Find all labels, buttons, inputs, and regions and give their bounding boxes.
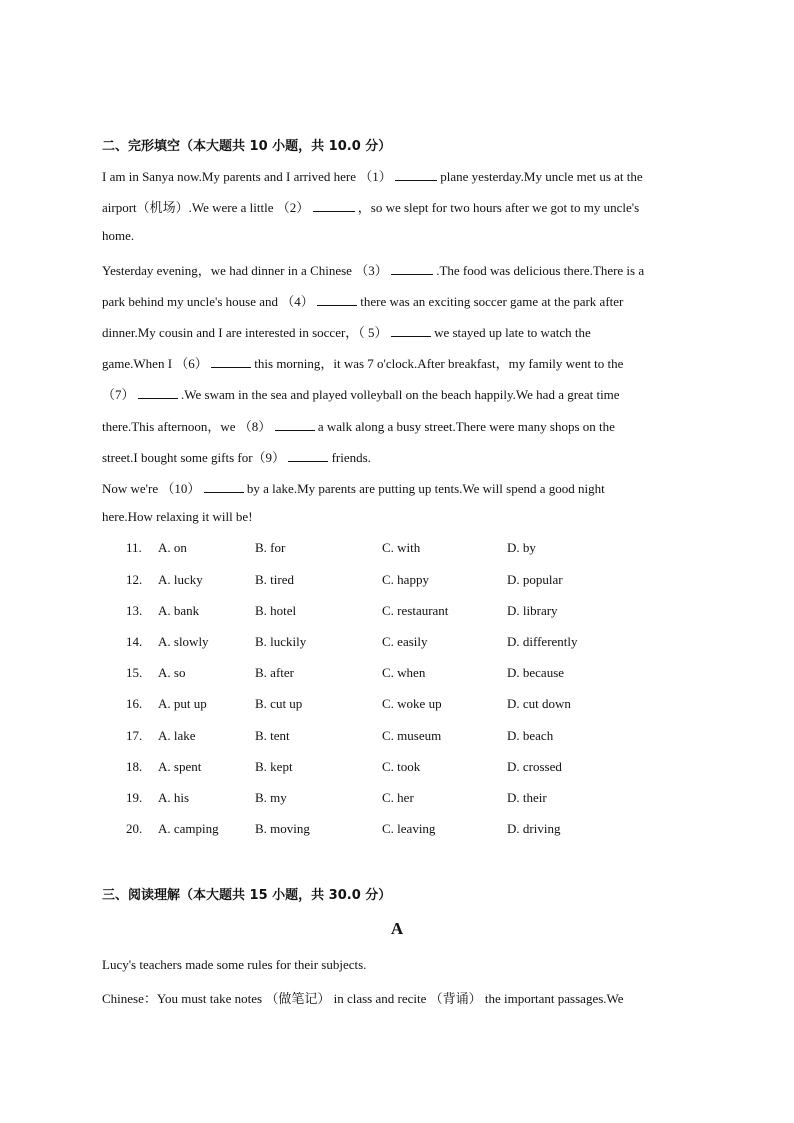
line-text: game.When I （6） [102, 356, 212, 371]
option-c[interactable]: C. when [382, 665, 426, 680]
option-b[interactable]: B. hotel [255, 603, 297, 618]
question-row [126, 634, 686, 652]
option-b[interactable]: B. for [255, 540, 286, 555]
answer-blank-5[interactable] [391, 325, 431, 337]
option-a[interactable]: A. so [158, 665, 186, 680]
passage-line [102, 291, 694, 310]
question-row [126, 572, 686, 590]
line-text: dinner.My cousin and I are interested in soccer，（ 5） [102, 325, 391, 340]
question-number: 17. [126, 728, 143, 743]
answer-blank-6[interactable] [211, 356, 251, 368]
option-a[interactable]: A. his [158, 790, 190, 805]
question-number: 15. [126, 665, 143, 680]
line-text: home. [102, 228, 135, 243]
answer-blank-4[interactable] [317, 294, 357, 306]
passage-line [102, 197, 694, 216]
option-d[interactable]: D. differently [507, 634, 578, 649]
passage-line [102, 228, 694, 244]
option-d[interactable]: D. by [507, 540, 536, 555]
passage-line [102, 353, 694, 372]
line-text: （7） [102, 387, 138, 402]
answer-blank-8[interactable] [275, 419, 315, 431]
option-b[interactable]: B. luckily [255, 634, 307, 649]
option-d[interactable]: D. their [507, 790, 547, 805]
option-c[interactable]: C. museum [382, 728, 442, 743]
option-c[interactable]: C. restaurant [382, 603, 449, 618]
option-d[interactable]: D. beach [507, 728, 554, 743]
question-number: 14. [126, 634, 143, 649]
line-text: a walk along a busy street.There were many shops on the [314, 419, 615, 434]
passage-line [102, 416, 694, 435]
option-c[interactable]: C. took [382, 759, 421, 774]
passage-label: A [390, 919, 404, 938]
line-text: friends. [328, 450, 371, 465]
question-row [126, 728, 686, 746]
line-text: there was an exciting soccer game at the park after [357, 294, 624, 309]
option-d[interactable]: D. popular [507, 572, 563, 587]
section-3-title: 三、阅读理解（本大题共 15 小题，共 30.0 分） [102, 888, 392, 903]
passage-line [102, 322, 694, 341]
line-text: airport（机场）.We were a little （2） [102, 200, 313, 215]
question-number: 13. [126, 603, 143, 618]
option-a[interactable]: A. put up [158, 696, 207, 711]
line-text: street.I bought some gifts for（9） [102, 450, 289, 465]
option-b[interactable]: B. kept [255, 759, 293, 774]
passage-line [102, 478, 694, 497]
option-c[interactable]: C. woke up [382, 696, 442, 711]
section-2-title: 二、完形填空（本大题共 10 小题，共 10.0 分） [102, 139, 392, 154]
passage-line: Chinese：You must take notes （做笔记） in class and recite （背诵） the important passages.We [102, 991, 624, 1006]
line-text: .The food was delicious there.There is a [432, 263, 645, 278]
question-number: 18. [126, 759, 143, 774]
question-row [126, 665, 686, 683]
passage-line [102, 260, 694, 279]
answer-blank-3[interactable] [391, 263, 433, 275]
option-a[interactable]: A. lake [158, 728, 196, 743]
option-b[interactable]: B. my [255, 790, 287, 805]
line-text: I am in Sanya now.My parents and I arrived here （1） [102, 169, 396, 184]
line-text: here.How relaxing it will be! [102, 509, 253, 524]
line-text: there.This afternoon，we （8） [102, 419, 275, 434]
answer-blank-9[interactable] [288, 450, 328, 462]
option-a[interactable]: A. on [158, 540, 187, 555]
option-b[interactable]: B. tired [255, 572, 294, 587]
option-d[interactable]: D. crossed [507, 759, 562, 774]
option-c[interactable]: C. leaving [382, 821, 436, 836]
line-text: park behind my uncle's house and （4） [102, 294, 317, 309]
answer-blank-1[interactable] [395, 169, 437, 181]
option-c[interactable]: C. with [382, 540, 421, 555]
question-number: 20. [126, 821, 143, 836]
question-number: 11. [126, 540, 142, 555]
passage-line [102, 384, 694, 403]
question-number: 12. [126, 572, 143, 587]
option-d[interactable]: D. library [507, 603, 558, 618]
option-a[interactable]: A. spent [158, 759, 202, 774]
option-c[interactable]: C. her [382, 790, 414, 805]
question-number: 19. [126, 790, 143, 805]
question-row [126, 790, 686, 808]
line-text: ，so we slept for two hours after we got to my uncle's [354, 200, 640, 215]
question-row [126, 540, 686, 558]
passage-line: Lucy's teachers made some rules for their subjects. [102, 957, 367, 972]
option-d[interactable]: D. driving [507, 821, 561, 836]
line-text: Yesterday evening，we had dinner in a Chinese （3） [102, 263, 391, 278]
option-c[interactable]: C. happy [382, 572, 429, 587]
answer-blank-2[interactable] [313, 200, 355, 212]
passage-line [102, 447, 694, 466]
question-row [126, 696, 686, 714]
option-b[interactable]: B. cut up [255, 696, 303, 711]
question-row [126, 759, 686, 777]
option-b[interactable]: B. moving [255, 821, 310, 836]
option-b[interactable]: B. after [255, 665, 294, 680]
question-number: 16. [126, 696, 143, 711]
line-text: we stayed up late to watch the [430, 325, 591, 340]
line-text: .We swam in the sea and played volleyball on the beach happily.We had a great time [177, 387, 620, 402]
option-d[interactable]: D. because [507, 665, 565, 680]
passage-line [102, 166, 694, 185]
option-a[interactable]: A. lucky [158, 572, 203, 587]
option-d[interactable]: D. cut down [507, 696, 571, 711]
line-text: by a lake.My parents are putting up tents.We will spend a good night [243, 481, 605, 496]
question-row [126, 821, 686, 839]
passage-line [102, 509, 694, 525]
answer-blank-10[interactable] [204, 481, 244, 493]
option-a[interactable]: A. camping [158, 821, 219, 836]
option-a[interactable]: A. slowly [158, 634, 209, 649]
answer-blank-7[interactable] [138, 387, 178, 399]
option-c[interactable]: C. easily [382, 634, 428, 649]
question-row [126, 603, 686, 621]
line-text: this morning，it was 7 o'clock.After breakfast，my family went to the [251, 356, 624, 371]
option-b[interactable]: B. tent [255, 728, 290, 743]
line-text: plane yesterday.My uncle met us at the [437, 169, 643, 184]
line-text: Now we're （10） [102, 481, 204, 496]
option-a[interactable]: A. bank [158, 603, 200, 618]
